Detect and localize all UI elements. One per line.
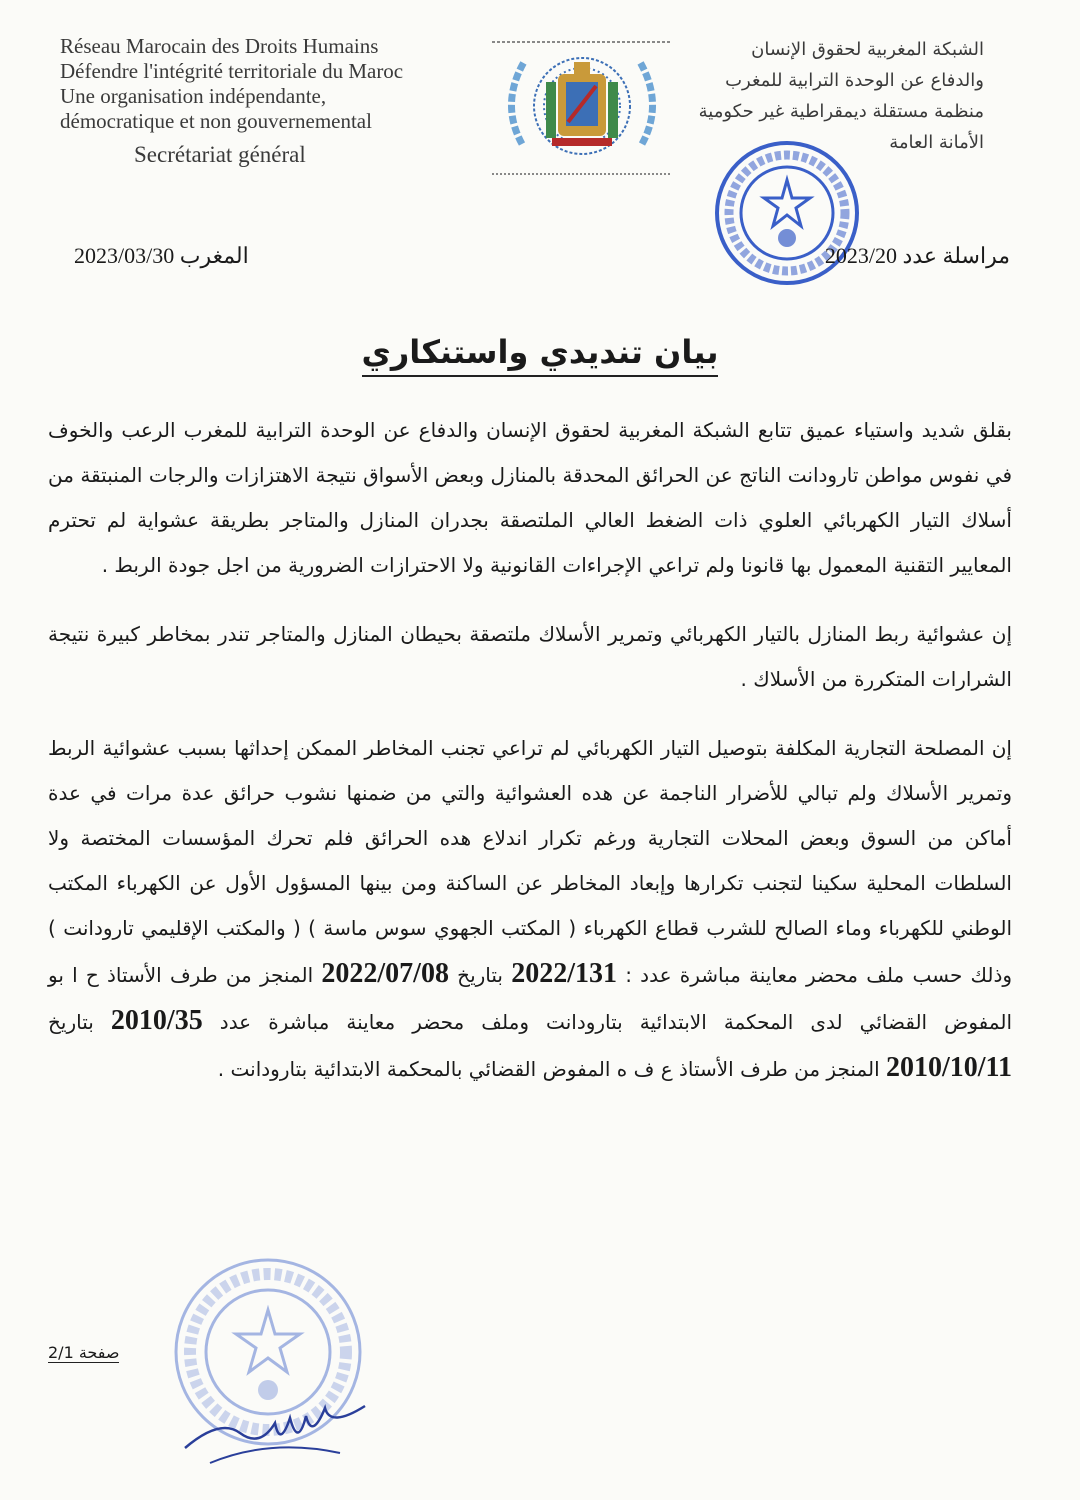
- header-ar-line-3: منظمة مستقلة ديمقراطية غير حكومية: [698, 101, 984, 122]
- document-title: [0, 333, 1080, 371]
- paragraph-3-part-a: إن المصلحة التجارية المكلفة بتوصيل التيار الكهربائي لم تراعي تجنب المخاطر الممكن إحداثها بسبب عشوائية الربط وتمرير الأسلاك ولم تبالي للأضرار الناجمة عن هده العشوائية والتي من ضمنها نشوب حرائق عدة مرات في عدة أماكن من السوق وبعض المحلات التجارية ورغم تكرار اندلاع هده الحرائق فلم تحرك المؤسسات المختصة ولا السلطات المحلية سكينا لتجنب تكرارها وإبعاد المخاطر عن الساكنة ومن بينها المسؤول الأول عن الكهرباء المكتب الوطني للكهرباء وماء الصالح للشرب قطاع الكهرباء ( المكتب الجهوي سوس ماسة ) ( والمكتب الإقليمي تارودانت ) وذلك حسب ملف محضر معاينة مباشرة عدد :: [48, 736, 1013, 987]
- report-date-2: 2010/10/11: [885, 1052, 1012, 1083]
- paragraph-2: إن عشوائية ربط المنازل بالتيار الكهربائي وتمرير الأسلاك ملتصقة بحيطان المنازل والمتاجر تندر بمخاطر كبيرة نتيجة الشرارات المتكررة من الأسلاك .: [48, 622, 1012, 691]
- document-body: [48, 408, 1012, 1116]
- paragraph-3-part-c: المنجز من طرف الأستاذ ح ا بو المفوض القضائي لدى المحكمة الابتدائية بتارودانت وملف محضر معاينة مباشرة عدد: [48, 963, 1013, 1034]
- header-fr-line-4: démocratique et non gouvernemental: [60, 109, 372, 133]
- header-ar-line-2: والدفاع عن الوحدة الترابية للمغرب: [725, 70, 984, 91]
- paragraph-3-part-d: بتاريخ: [48, 1010, 94, 1034]
- title-text: بيان تنديدي واستنكاري: [362, 333, 719, 377]
- paragraph-3: [48, 726, 1012, 1092]
- header-fr-line-1: Réseau Marocain des Droits Humains: [60, 34, 379, 58]
- header-fr-secretariat: Secrétariat général: [134, 142, 306, 167]
- report-date-1: 2022/07/08: [321, 958, 449, 989]
- organization-emblem-icon: [482, 34, 682, 184]
- paragraph-3-part-e: المنجز من طرف الأستاذ ع ف ه المفوض القضائي بالمحكمة الابتدائية بتارودانت .: [217, 1057, 880, 1081]
- header-ar-line-4: الأمانة العامة: [889, 132, 984, 153]
- paragraph-3-part-b: بتاريخ: [457, 963, 504, 987]
- header-fr-line-2: Défendre l'intégrité territoriale du Maroc: [60, 59, 404, 83]
- header-french: [60, 34, 480, 167]
- document-date: المغرب 2023/03/30: [74, 243, 249, 268]
- paragraph-1: بقلق شديد واستياء عميق تتابع الشبكة المغربية لحقوق الإنسان والدفاع عن الوحدة الترابية للمغرب الرعب والخوف في نفوس مواطن تارودانت الناتج عن الحرائق المحدقة بالمنازل وبعض الأسواق نتيجة الاهتزازات والرجات المنبتقة من أسلاك التيار الكهربائي العلوي ذات الضغط العالي الملتصقة بجدران المنازل والمتاجر بطريقة عشواية لم تحترم المعايير التقنية المعمول بها قانونا ولم تراعي الإجراءات القانونية ولا الاحترازات الضرورية من اجل جودة الربط .: [48, 418, 1012, 577]
- reference-number: مراسلة عدد 2023/20: [824, 243, 1010, 268]
- header-fr-line-3: Une organisation indépendante,: [60, 84, 327, 108]
- page-number: صفحة 2/1: [48, 1343, 120, 1362]
- report-number-2: 2010/35: [110, 1005, 203, 1036]
- report-number-1: 2022/131: [511, 958, 618, 989]
- signature-icon: [180, 1378, 380, 1478]
- header-ar-line-1: الشبكة المغربية لحقوق الإنسان: [751, 39, 984, 60]
